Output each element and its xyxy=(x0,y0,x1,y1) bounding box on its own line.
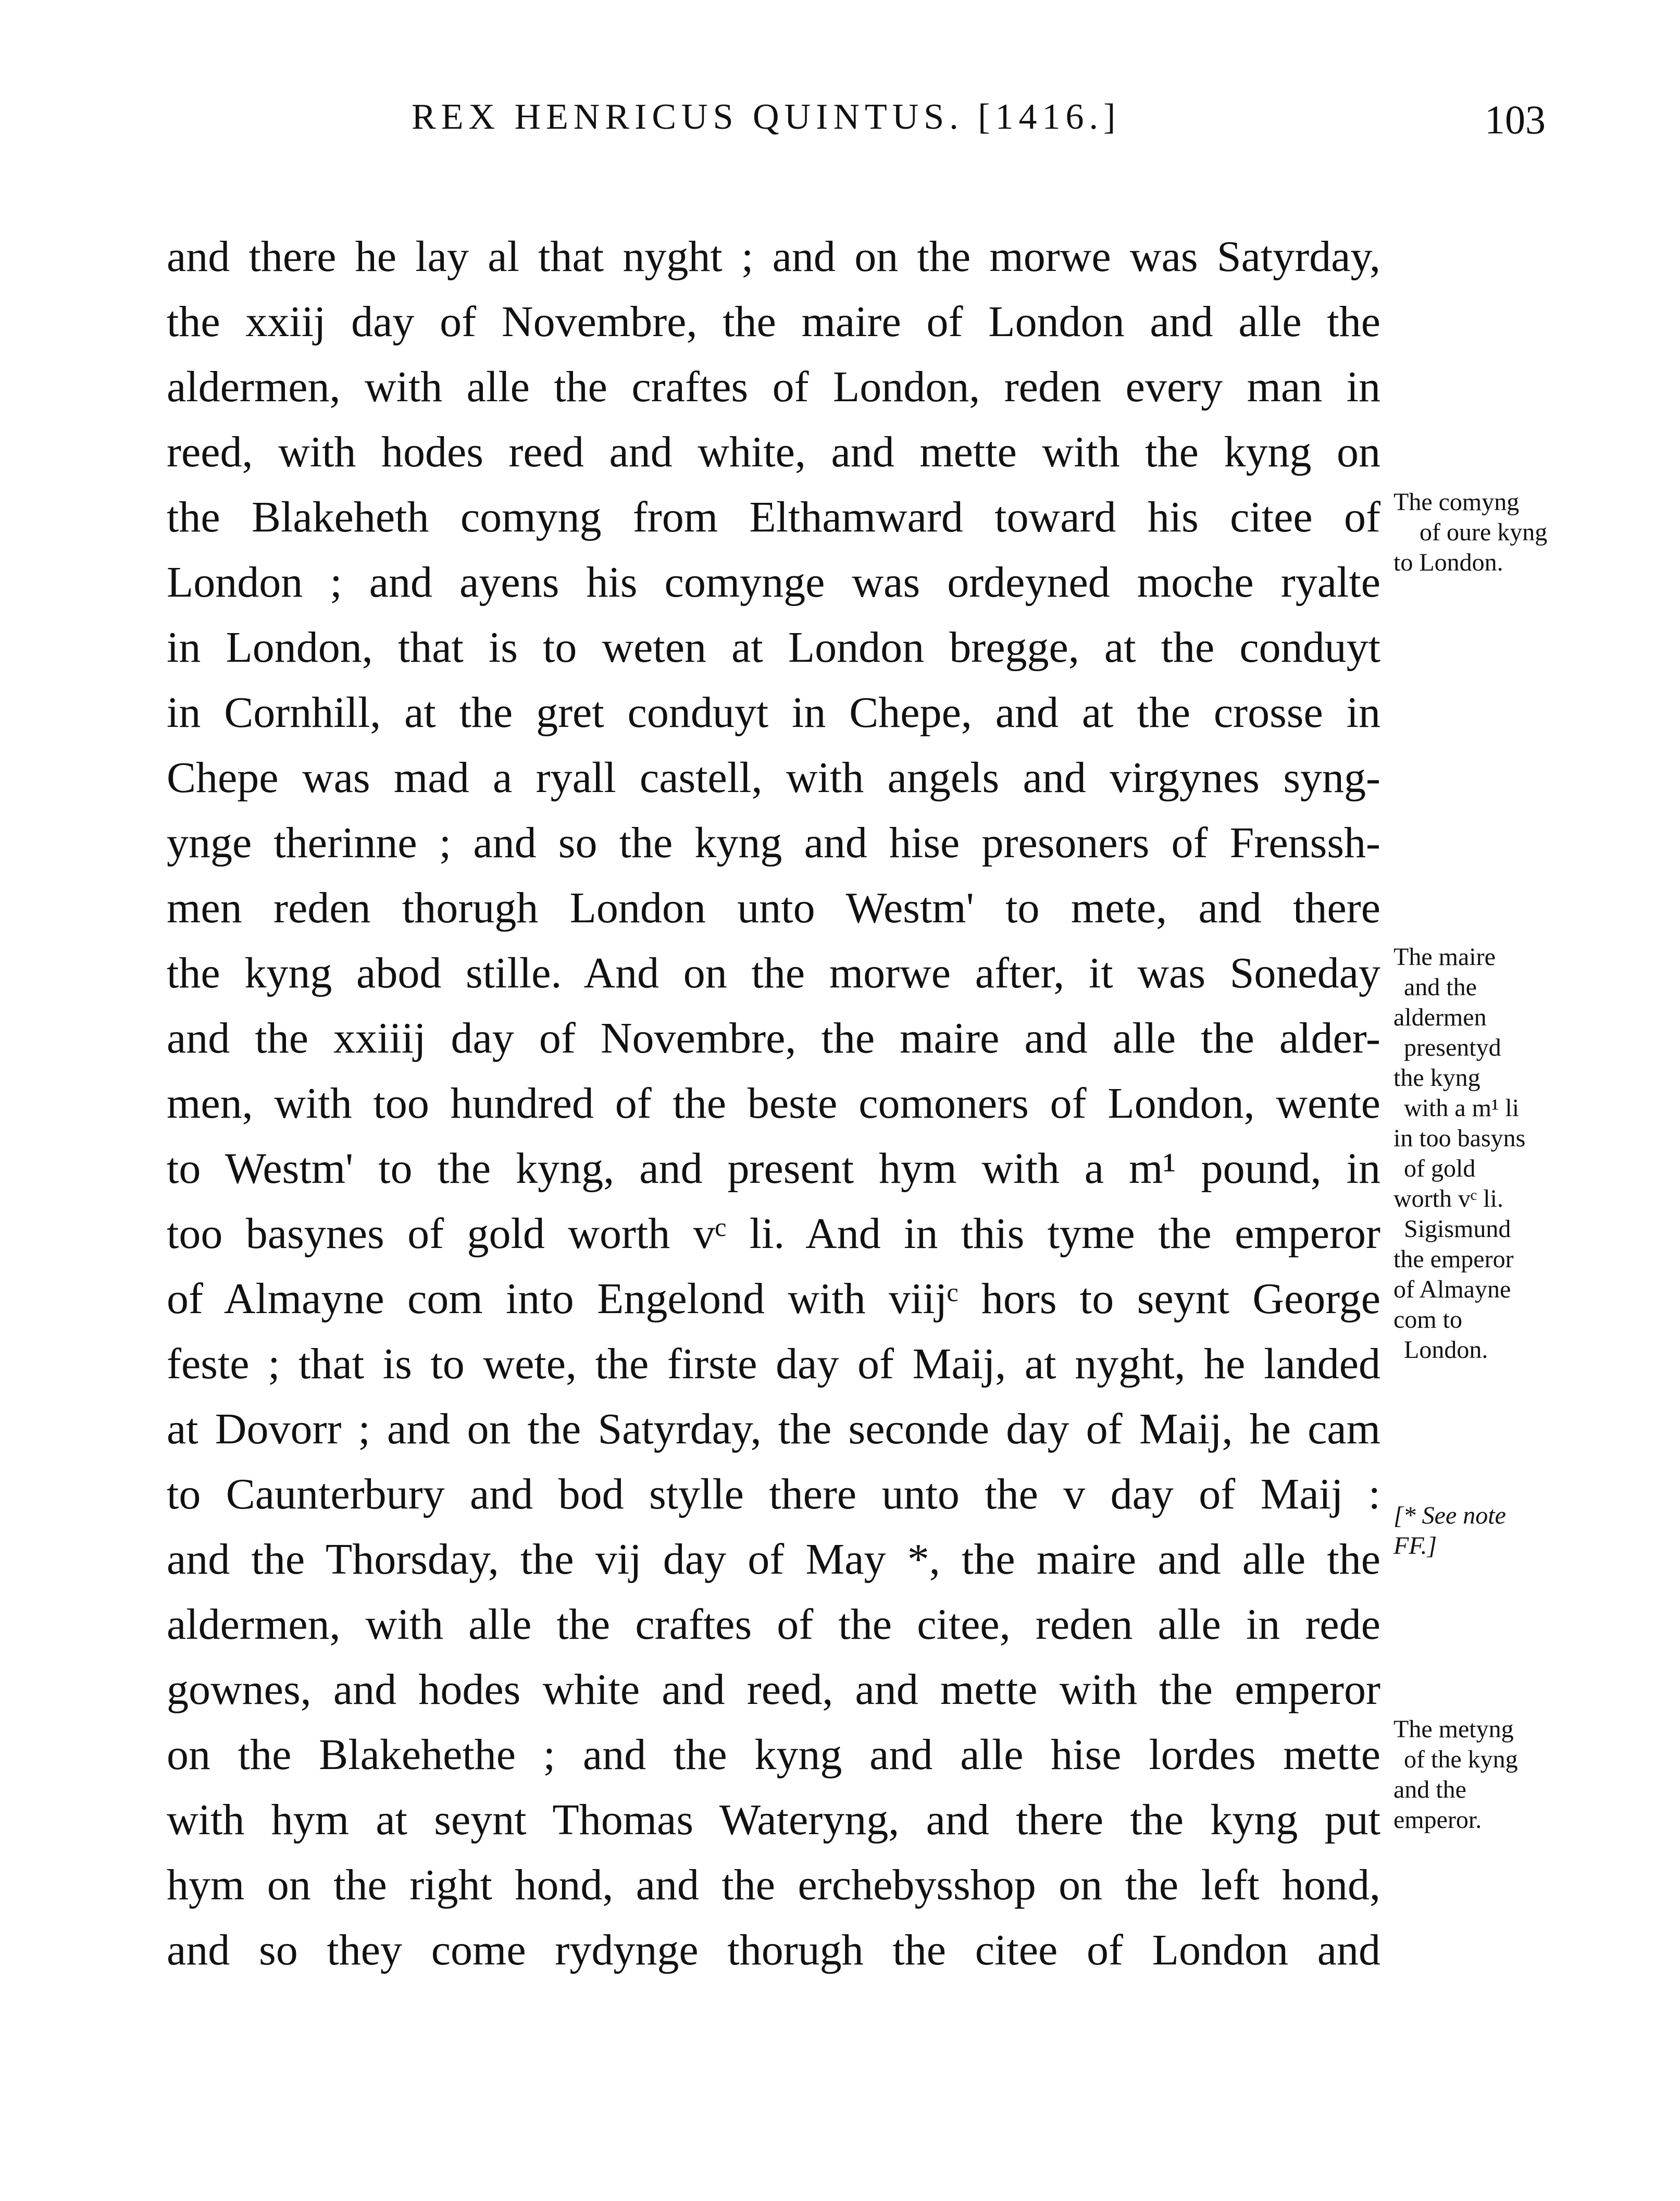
margin-note-line: the emperor xyxy=(1393,1245,1514,1273)
margin-note-line: emperor. xyxy=(1393,1806,1482,1834)
margin-note-see-note xyxy=(1393,1501,1506,1561)
text-line: hym on the right hond, and the erchebysshop on the left hond, xyxy=(167,1861,1380,1909)
margin-note-maire-present xyxy=(1393,942,1525,1214)
margin-note-line: of oure kyng xyxy=(1420,518,1548,546)
margin-note-line: [* See note xyxy=(1393,1502,1506,1529)
margin-note-line: the kyng xyxy=(1393,1064,1480,1092)
margin-note-line: in too basyns xyxy=(1393,1124,1526,1152)
text-line: aldermen, with alle the craftes of London, reden every man in xyxy=(167,363,1380,411)
margin-note-sigismund xyxy=(1393,1214,1514,1365)
text-line: reed, with hodes reed and white, and mette with the kyng on xyxy=(167,428,1380,476)
text-line: feste ; that is to wete, the firste day of Maij, at nyght, he landed xyxy=(167,1340,1380,1388)
text-line: to Westm' to the kyng, and present hym with a m¹ pound, in xyxy=(167,1144,1380,1193)
margin-note-metyng xyxy=(1393,1714,1518,1835)
margin-note-line: to London. xyxy=(1393,549,1503,576)
page-number: 103 xyxy=(1485,97,1546,142)
margin-note-line: The metyng xyxy=(1393,1715,1514,1743)
margin-note-kyng-comyng xyxy=(1393,487,1547,578)
text-line: in Cornhill, at the gret conduyt in Chepe, and at the crosse in xyxy=(167,688,1380,737)
text-line: at Dovorr ; and on the Satyrday, the seconde day of Maij, he cam xyxy=(167,1405,1380,1453)
margin-note-line: The comyng xyxy=(1393,488,1520,516)
text-line: the Blakeheth comyng from Elthamward toward his citee of xyxy=(167,493,1380,541)
margin-note-line: Sigismund xyxy=(1404,1215,1511,1243)
margin-note-line: aldermen xyxy=(1393,1004,1487,1031)
margin-note-line: presentyd xyxy=(1404,1034,1501,1061)
margin-note-line: with a m¹ li xyxy=(1404,1094,1520,1122)
margin-note-line: The maire xyxy=(1393,943,1496,971)
body-text xyxy=(167,224,1380,1983)
text-line: and the Thorsday, the vij day of May *, the maire and alle the xyxy=(167,1535,1380,1584)
text-line: of Almayne com into Engelond with viijᶜ hors to seynt George xyxy=(167,1275,1380,1323)
margin-note-line: of Almayne xyxy=(1393,1276,1511,1303)
margin-note-line: of gold xyxy=(1404,1155,1476,1182)
text-line: the xxiij day of Novembre, the maire of London and alle the xyxy=(167,298,1380,346)
text-line: ynge therinne ; and so the kyng and hise presoners of Frenssh- xyxy=(167,819,1380,867)
margin-note-line: London. xyxy=(1404,1336,1488,1364)
margin-note-line: of the kyng xyxy=(1404,1746,1518,1773)
text-line: and the xxiiij day of Novembre, the maire and alle the alder- xyxy=(167,1014,1380,1062)
margin-note-line: FF.] xyxy=(1393,1532,1437,1560)
text-line: with hym at seynt Thomas Wateryng, and there the kyng put xyxy=(167,1796,1380,1844)
text-line: gownes, and hodes white and reed, and mette with the emperor xyxy=(167,1665,1380,1714)
margin-note-line: and the xyxy=(1404,973,1477,1001)
running-head: REX HENRICUS QUINTUS. [1416.] xyxy=(412,97,1121,137)
text-line: aldermen, with alle the craftes of the citee, reden alle in rede xyxy=(167,1600,1380,1649)
text-line: and so they come rydynge thorugh the citee of London and xyxy=(167,1926,1380,1974)
text-line: Chepe was mad a ryall castell, with angels and virgynes syng- xyxy=(167,753,1380,802)
text-line: London ; and ayens his comynge was ordeyned moche ryalte xyxy=(167,558,1380,607)
margin-note-line: and the xyxy=(1393,1776,1466,1803)
margin-note-line: worth vᶜ li. xyxy=(1393,1185,1503,1213)
text-line: to Caunterbury and bod stylle there unto the v day of Maij : xyxy=(167,1470,1380,1518)
text-line: men reden thorugh London unto Westm' to mete, and there xyxy=(167,884,1380,932)
text-line: in London, that is to weten at London bregge, at the conduyt xyxy=(167,623,1380,672)
text-line: men, with too hundred of the beste comoners of London, wente xyxy=(167,1079,1380,1128)
text-line: too basynes of gold worth vᶜ li. And in this tyme the emperor xyxy=(167,1209,1380,1258)
text-line: and there he lay al that nyght ; and on the morwe was Satyrday, xyxy=(167,232,1380,281)
margin-note-line: com to xyxy=(1393,1306,1462,1333)
text-line: the kyng abod stille. And on the morwe after, it was Soneday xyxy=(167,949,1380,997)
text-line: on the Blakehethe ; and the kyng and alle hise lordes mette xyxy=(167,1730,1380,1779)
